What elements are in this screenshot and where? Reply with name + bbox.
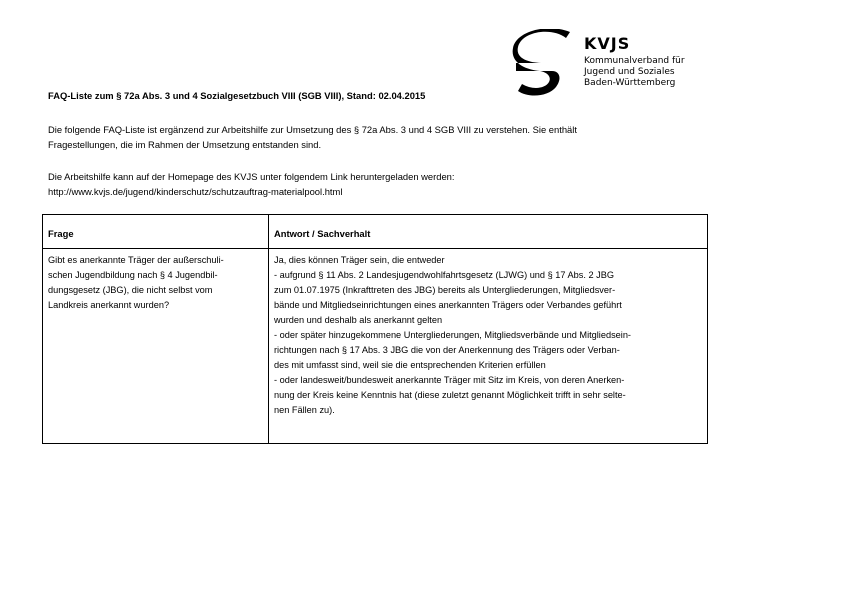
column-divider xyxy=(268,215,269,443)
download-paragraph xyxy=(48,170,455,199)
answer-line: richtungen nach § 17 Abs. 3 JBG die von der Anerkennung des Trägers oder Verban- xyxy=(274,345,620,355)
answer-line: - oder später hinzugekommene Untergliederungen, Mitgliedsverbände und Mitgliedsein- xyxy=(274,330,631,340)
logo-subtitle-line: Jugend und Soziales xyxy=(584,67,675,77)
answer-line: des mit umfasst sind, weil sie die entsprechenden Kriterien erfüllen xyxy=(274,360,546,370)
answer-line: zum 01.07.1975 (Inkrafttreten des JBG) bereits als Untergliederungen, Mitgliedsver- xyxy=(274,285,616,295)
faq-table xyxy=(42,214,708,444)
header-divider xyxy=(43,248,707,249)
question-line: dungsgesetz (JBG), die nicht selbst vom xyxy=(48,285,213,295)
header-answer: Antwort / Sachverhalt xyxy=(274,228,371,239)
answer-line: nen Fällen zu). xyxy=(274,405,335,415)
logo-wordmark: KVJS xyxy=(584,34,631,53)
question-line: Landkreis anerkannt wurden? xyxy=(48,300,170,310)
intro-line: Fragestellungen, die im Rahmen der Umsetzung entstanden sind. xyxy=(48,138,322,150)
question-line: schen Jugendbildung nach § 4 Jugendbil- xyxy=(48,270,218,280)
intro-paragraph xyxy=(48,123,577,152)
answer-line: - aufgrund § 11 Abs. 2 Landesjugendwohlfahrtsgesetz (LJWG) und § 17 Abs. 2 JBG xyxy=(274,270,614,280)
answer-line: - oder landesweit/bundesweit anerkannte Träger mit Sitz im Kreis, von deren Anerken- xyxy=(274,375,625,385)
header-question: Frage xyxy=(48,228,74,239)
kvjs-logo-icon xyxy=(512,29,570,99)
document-title: FAQ-Liste zum § 72a Abs. 3 und 4 Sozialgesetzbuch VIII (SGB VIII), Stand: 02.04.2015 xyxy=(48,90,426,101)
answer-line: nung der Kreis keine Kenntnis hat (diese zuletzt genannt Möglichkeit trifft in sehr selte- xyxy=(274,390,626,400)
question-cell xyxy=(48,253,224,313)
question-line: Gibt es anerkannte Träger der außerschuli- xyxy=(48,255,224,265)
logo-subtitle-line: Kommunalverband für xyxy=(584,56,685,66)
logo-subtitle xyxy=(584,56,685,89)
answer-line: Ja, dies können Träger sein, die entweder xyxy=(274,255,445,265)
answer-line: bände und Mitgliedseinrichtungen eines anerkannten Trägers oder Verbandes geführt xyxy=(274,300,622,310)
download-link[interactable]: http://www.kvjs.de/jugend/kinderschutz/schutzauftrag-materialpool.html xyxy=(48,185,343,197)
intro-line: Die folgende FAQ-Liste ist ergänzend zur Arbeitshilfe zur Umsetzung des § 72a Abs. 3 und 4 SGB VIII zu verstehen. Sie enthält xyxy=(48,124,577,135)
logo-subtitle-line: Baden-Württemberg xyxy=(584,78,676,88)
kvjs-logo xyxy=(512,29,712,101)
download-text: Die Arbeitshilfe kann auf der Homepage des KVJS unter folgendem Link heruntergeladen werden: xyxy=(48,171,455,182)
answer-cell xyxy=(274,253,631,418)
answer-line: wurden und deshalb als anerkannt gelten xyxy=(274,315,443,325)
